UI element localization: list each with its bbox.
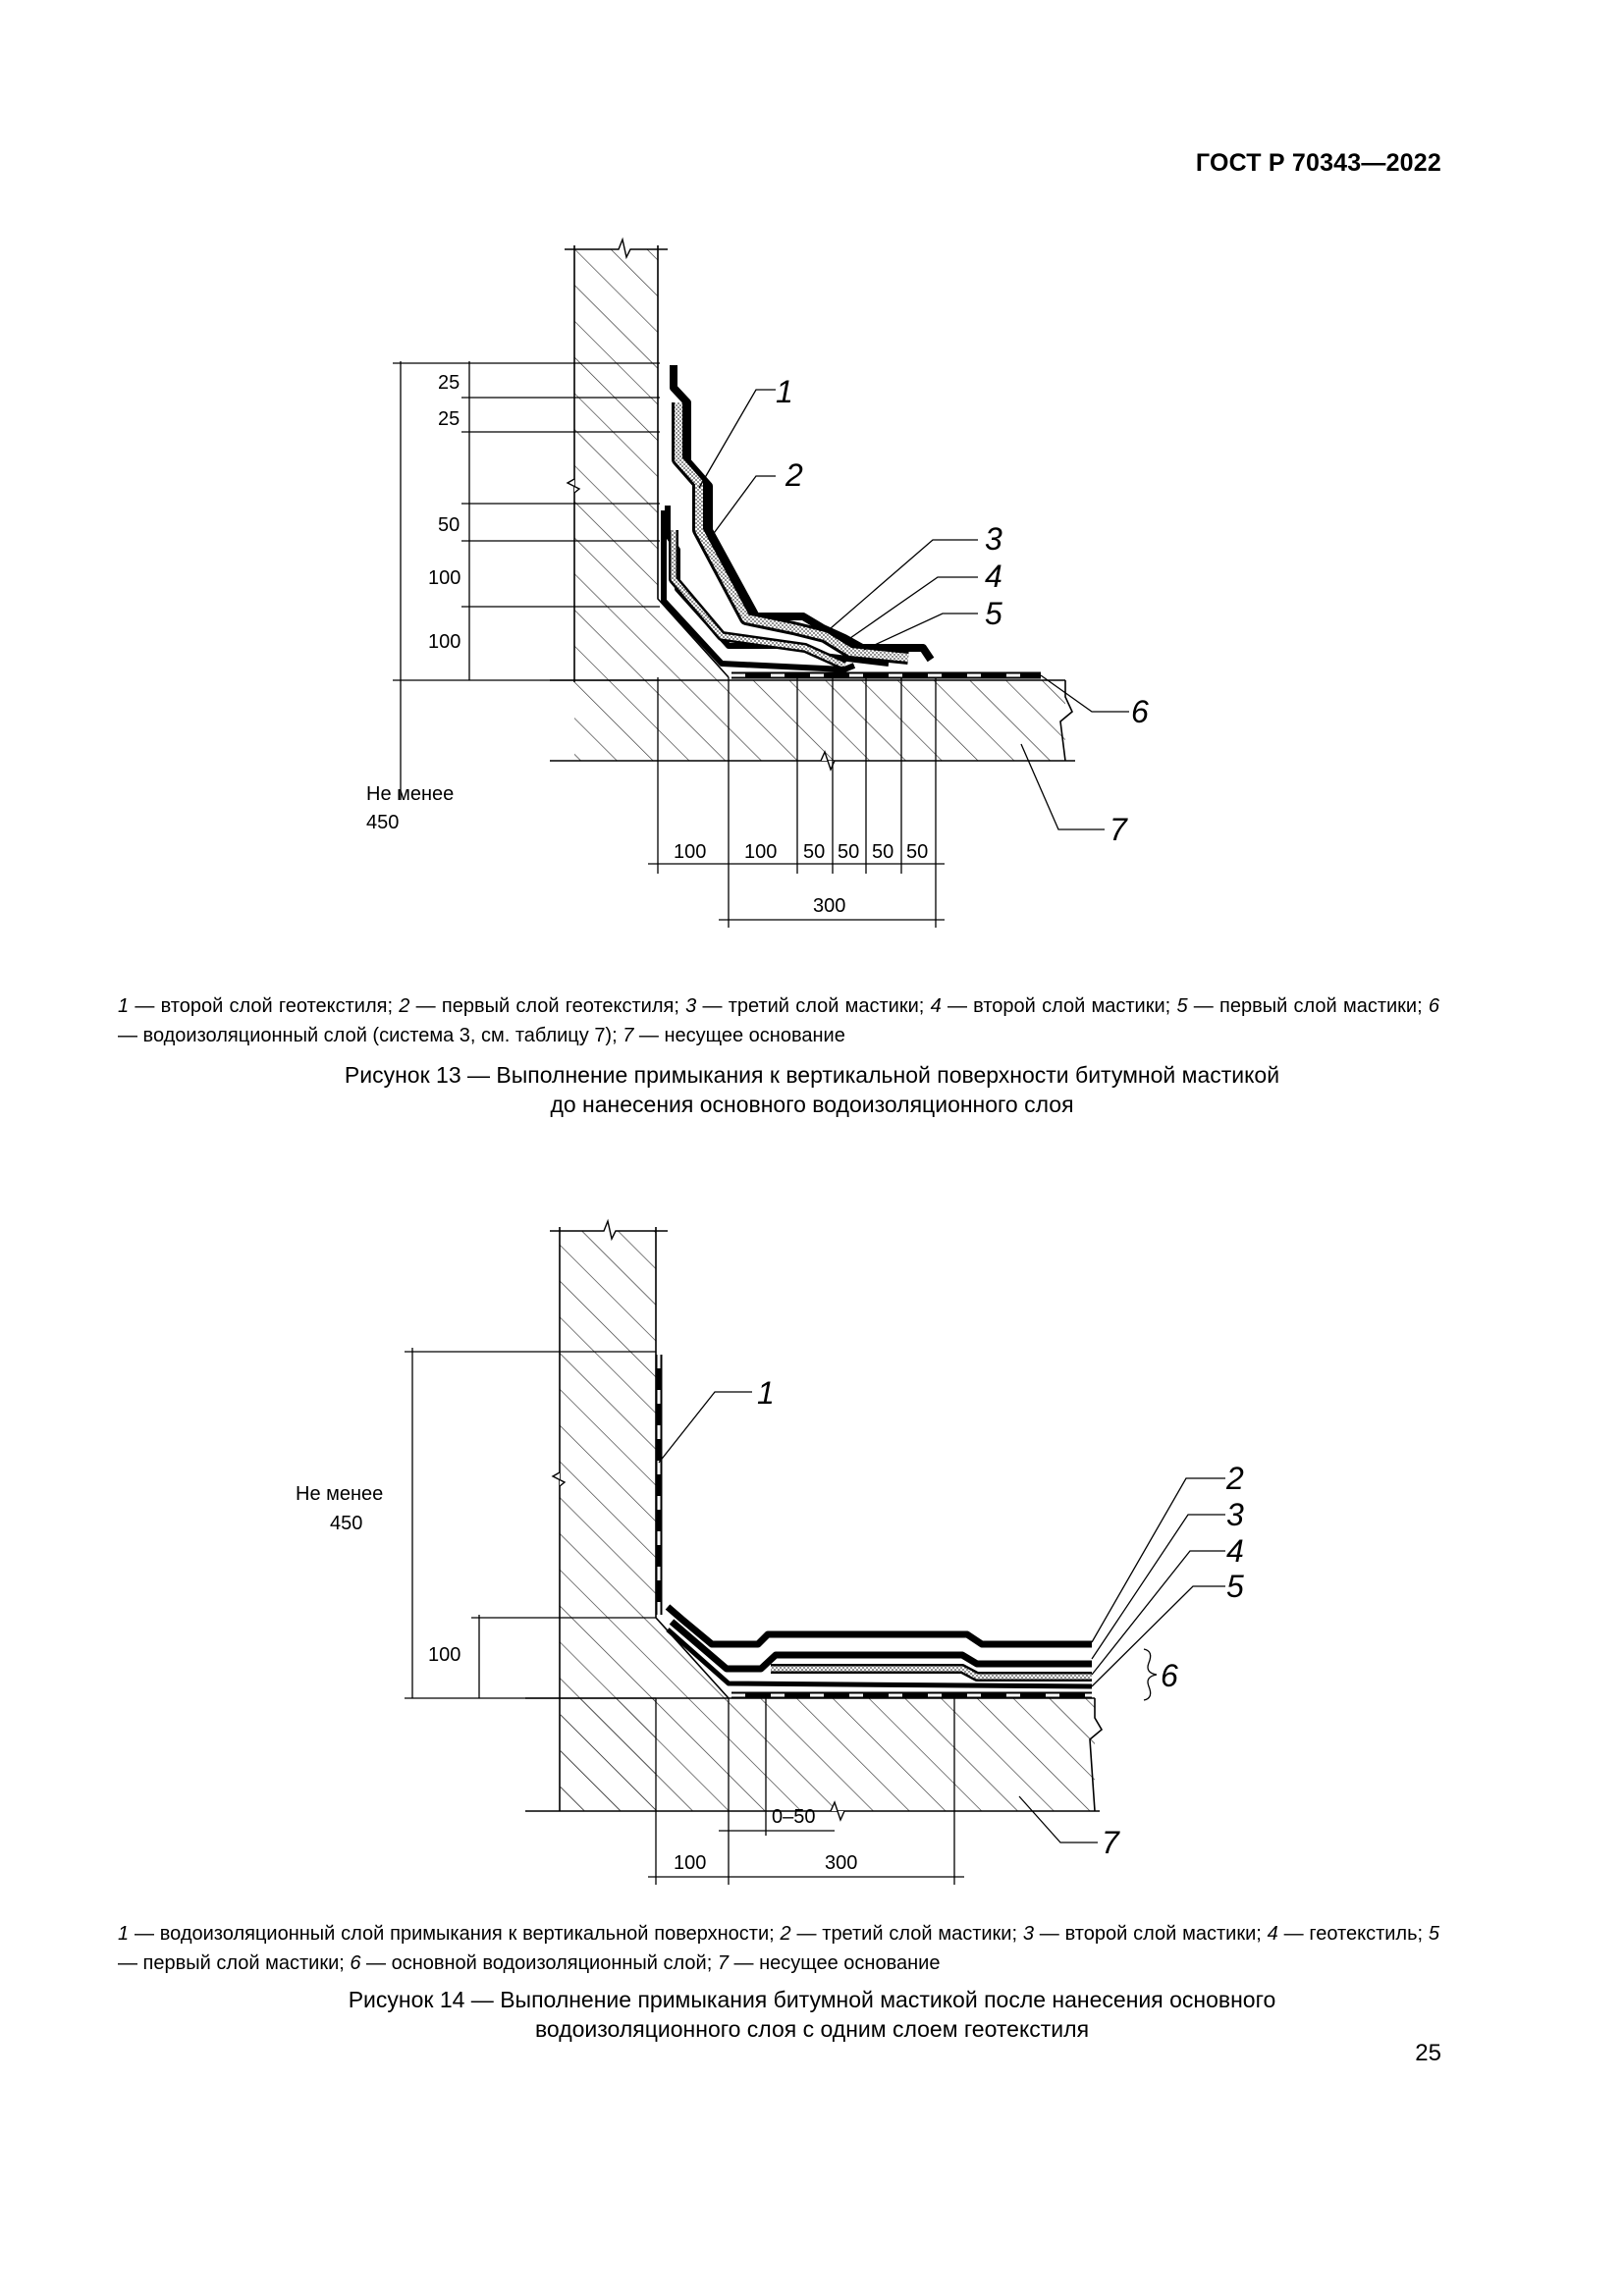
figure-14-caption-line2: водоизоляционного слоя с одним слоем геотекстиля: [534, 2016, 1090, 2042]
figure-13-caption-line1: Рисунок 13 — Выполнение примыкания к вертикальной поверхности битумной мастикой: [344, 1062, 1280, 1088]
figure-14-caption: [0, 1985, 1624, 2044]
label-6: 6: [1161, 1658, 1178, 1693]
label-4: 4: [1226, 1533, 1244, 1569]
fillet: [658, 599, 729, 680]
label-1: 1: [757, 1375, 775, 1411]
label-3: 3: [985, 521, 1002, 557]
label-5: 5: [1226, 1569, 1244, 1604]
figure-14-drawing: [0, 1178, 1624, 1924]
label-7: 7: [1110, 812, 1127, 847]
label-4: 4: [985, 559, 1002, 594]
dim-25a: 25: [438, 372, 460, 394]
dim-overlap: 0–50: [772, 1806, 816, 1828]
leader-lines: [699, 390, 1129, 829]
hdim-50d: 50: [906, 841, 929, 863]
total-label-line2: 450: [330, 1513, 363, 1534]
hdim-100b: 100: [744, 841, 778, 863]
hdim-100: 100: [674, 1852, 707, 1874]
total-label-line1: Не менее: [296, 1483, 384, 1505]
mastic-layers: [668, 1607, 1092, 1686]
total-label-line1: Не менее: [366, 783, 455, 805]
page-number: 25: [1415, 2040, 1441, 2066]
dim-25b: 25: [438, 408, 460, 430]
label-2: 2: [1226, 1461, 1244, 1496]
figure-13-legend: 1 — второй слой геотекстиля; 2 — первый слой геотекстиля; 3 — третий слой мастики; 4 — второй слой мастики; 5 — первый слой мастики; 6 — водоизоляционный слой (система 3, см. таблицу 7); 7 — несущее основание: [118, 995, 1440, 1046]
base-slab: [525, 1698, 1102, 1820]
hdim-300: 300: [825, 1852, 858, 1874]
label-2: 2: [785, 457, 803, 493]
dim-100a: 100: [428, 567, 461, 589]
dim-50: 50: [438, 514, 460, 536]
figure-14-caption-line1: Рисунок 14 — Выполнение примыкания битумной мастикой после нанесения основного: [348, 1987, 1276, 2012]
hdim-50b: 50: [838, 841, 860, 863]
figure-13-caption: [0, 1060, 1624, 1119]
label-5: 5: [985, 596, 1002, 631]
figure-14-legend: 1 — водоизоляционный слой примыкания к вертикальной поверхности; 2 — третий слой мастики; 3 — второй слой мастики; 4 — геотекстиль; 5 — первый слой мастики; 6 — основной водоизоляционный слой; 7 — несущее основание: [118, 1923, 1440, 1974]
mastic-layers: [664, 365, 931, 669]
hdim-50a: 50: [803, 841, 826, 863]
base-slab: [550, 680, 1075, 770]
hdim-100a: 100: [674, 841, 707, 863]
total-label-line2: 450: [366, 812, 400, 833]
dim-100-vertical: 100: [428, 1644, 461, 1666]
figure-13-drawing: [0, 0, 1624, 942]
label-1: 1: [776, 374, 793, 409]
label-3: 3: [1226, 1497, 1244, 1532]
dim-100b: 100: [428, 631, 461, 653]
label-7: 7: [1102, 1825, 1119, 1860]
figure-13-caption-line2: до нанесения основного водоизоляционного слоя: [550, 1092, 1074, 1117]
hdim-300: 300: [813, 895, 846, 917]
document-header: ГОСТ Р 70343—2022: [1195, 149, 1441, 177]
label-6: 6: [1131, 694, 1149, 729]
hdim-50c: 50: [872, 841, 894, 863]
